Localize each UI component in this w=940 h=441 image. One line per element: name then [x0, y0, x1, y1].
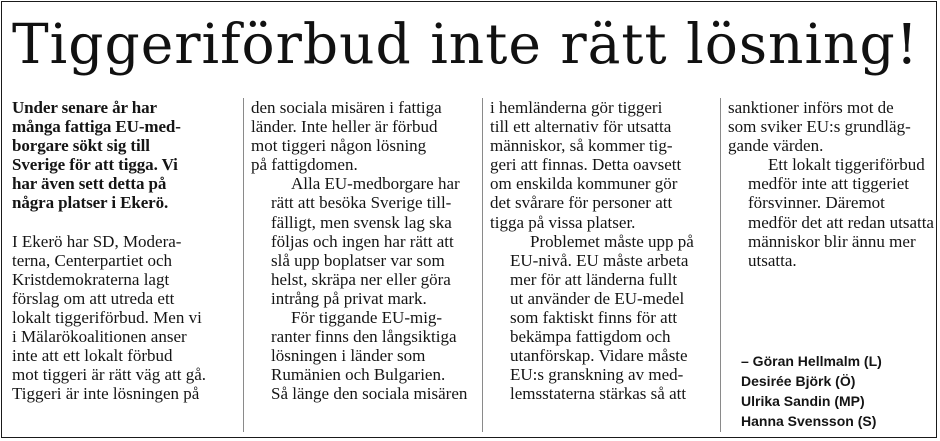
text-line: den sociala misären i fattiga	[251, 98, 442, 117]
article-column-4	[728, 98, 932, 270]
text-line: rätt att besöka Sverige till-	[271, 193, 452, 213]
body-paragraph	[490, 232, 714, 404]
text-line: följas och ingen har rätt att	[271, 231, 454, 251]
text-line: ut använder de EU-medel	[510, 288, 685, 308]
text-line: länder. Inte heller är förbud	[251, 117, 438, 137]
article-column-2	[251, 98, 475, 404]
article-frame	[1, 1, 937, 438]
text-line: i Mälarökoalitionen anser	[12, 327, 187, 347]
text-line: gande värden.	[728, 136, 824, 156]
text-line: Problemet måste upp på	[530, 231, 694, 251]
article-column-3	[490, 98, 714, 404]
text-line: det svårare för personer att	[490, 193, 673, 213]
signature-line: Ulrika Sandin (MP)	[741, 393, 865, 409]
text-line: som sviker EU:s grundläg-	[728, 117, 911, 137]
lead-paragraph	[12, 98, 237, 213]
body-paragraph	[251, 98, 475, 174]
text-line: försvinner. Däremot	[748, 193, 885, 213]
text-line: lemsstaterna stärkas så att	[510, 384, 687, 404]
text-line: människor, så kommer tig-	[490, 136, 673, 156]
signature-line: Desirée Björk (Ö)	[741, 373, 856, 389]
body-paragraph	[490, 98, 714, 232]
text-line: För tiggande EU-mig-	[291, 308, 443, 328]
text-line: Rumänien och Bulgarien.	[271, 365, 446, 385]
text-line: människor blir ännu mer	[748, 231, 916, 251]
text-line: om enskilda kommuner gör	[490, 174, 678, 194]
paragraph-gap	[12, 213, 237, 232]
text-line: Ett lokalt tiggeriförbud	[768, 155, 925, 175]
column-divider	[720, 98, 721, 432]
text-line: geri att finnas. Detta oavsett	[490, 155, 682, 175]
text-line: fälligt, men svensk lag ska	[271, 212, 452, 232]
text-line: som faktiskt finns för att	[510, 308, 678, 328]
text-line: sanktioner införs mot de	[728, 98, 894, 117]
text-line: borgare sökt sig till	[12, 136, 150, 156]
signature-line: Hanna Svensson (S)	[741, 413, 877, 429]
text-line: Sverige för att tigga. Vi	[12, 155, 178, 175]
text-line: mer för att länderna fullt	[510, 269, 678, 289]
text-line: till ett alternativ för utsatta	[490, 117, 672, 137]
article-signatures	[741, 351, 931, 431]
text-line: Alla EU-medborgare har	[291, 174, 460, 194]
text-line: inte att ett lokalt förbud	[12, 346, 173, 366]
body-paragraph	[728, 155, 932, 270]
body-paragraph	[728, 98, 932, 155]
body-paragraph	[251, 174, 475, 308]
text-line: Tiggeri är inte lösningen på	[12, 384, 200, 404]
text-line: utsatta.	[748, 250, 797, 270]
text-line: bekämpa fattigdom och	[510, 327, 671, 347]
text-line: många fattiga EU-med-	[12, 117, 181, 137]
text-line: terna, Centerpartiet och	[12, 250, 173, 270]
text-line: tigga på vissa platser.	[490, 212, 636, 232]
text-line: ranter finns den långsiktiga	[271, 327, 457, 347]
text-line: mot tiggeri är rätt väg att gå.	[12, 365, 207, 385]
text-line: intrång på privat mark.	[271, 288, 427, 308]
text-line: helst, skräpa ner eller göra	[271, 269, 451, 289]
text-line: förslag om att utreda ett	[12, 288, 175, 308]
signature-line: – Göran Hellmalm (L)	[741, 353, 882, 369]
text-line: EU-nivå. EU måste arbeta	[510, 250, 689, 270]
text-line: på fattigdomen.	[251, 155, 358, 175]
text-line: medför inte att tiggeriet	[748, 174, 909, 194]
text-line: har även sett detta på	[12, 174, 167, 194]
column-divider	[243, 98, 244, 432]
text-line: Kristdemokraterna lagt	[12, 269, 170, 289]
text-line: utanförskap. Vidare måste	[510, 346, 688, 366]
column-divider	[482, 98, 483, 432]
text-line: mot tiggeri någon lösning	[251, 136, 427, 156]
text-line: EU:s granskning av med-	[510, 365, 684, 385]
text-line: slå upp boplatser var som	[271, 250, 445, 270]
text-line: lokalt tiggeriförbud. Men vi	[12, 307, 202, 327]
article-headline: Tiggeriförbud inte rätt lösning!	[12, 12, 919, 76]
text-line: några platser i Ekerö.	[12, 193, 169, 213]
text-line: Så länge den sociala misären	[271, 384, 468, 404]
body-paragraph	[12, 232, 237, 404]
text-line: Under senare år har	[12, 98, 157, 117]
text-line: I Ekerö har SD, Modera-	[12, 231, 182, 251]
text-line: medför det att redan utsatta	[748, 212, 934, 232]
text-line: i hemländerna gör tiggeri	[490, 98, 663, 117]
body-paragraph	[251, 308, 475, 403]
article-column-1	[12, 98, 237, 403]
text-line: lösningen i länder som	[271, 346, 426, 366]
